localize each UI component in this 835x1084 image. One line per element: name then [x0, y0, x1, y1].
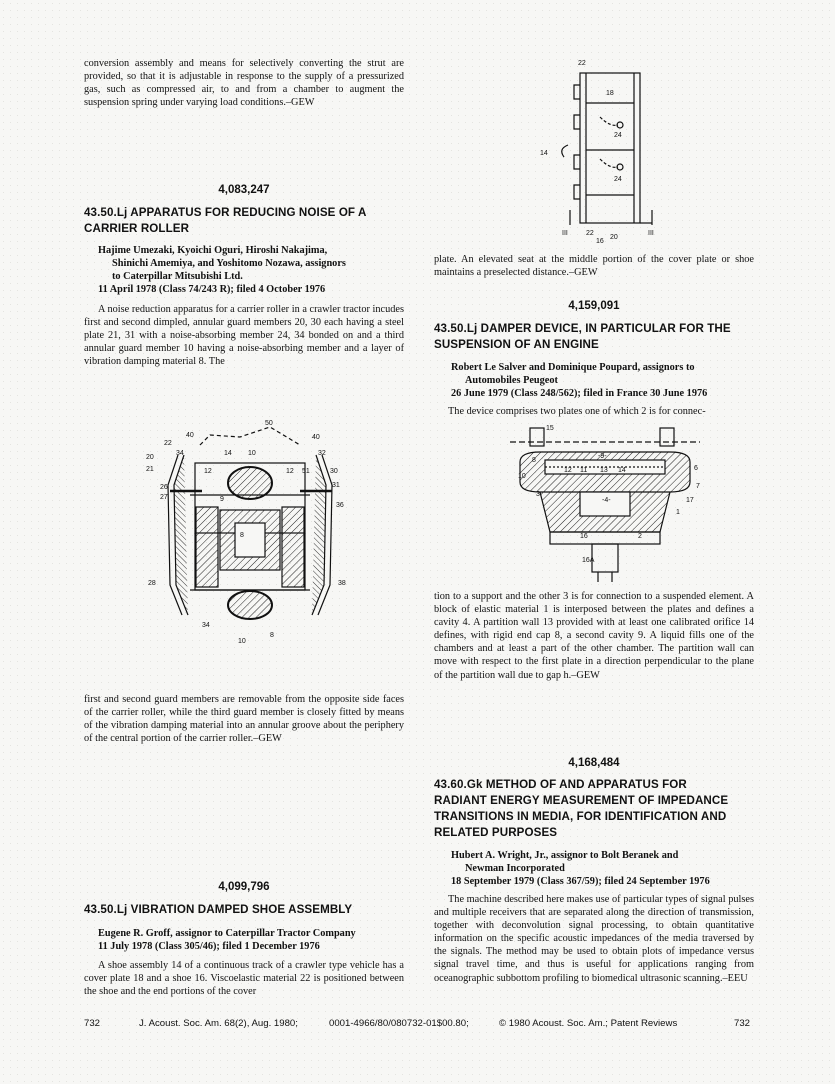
date-line: 26 June 1979 (Class 248/562); filed in France 30 June 1976	[451, 388, 708, 400]
svg-text:21: 21	[146, 466, 154, 473]
patent-title-4168484: 43.60.Gk METHOD OF AND APPARATUS FOR RADIANT ENERGY MEASUREMENT OF IMPEDANCE TRANSITIONS IN MEDIA, FOR IDENTIFICATION AND RELATED PURPOSES	[434, 778, 729, 839]
svg-text:-4-: -4-	[602, 497, 611, 504]
svg-text:14: 14	[618, 467, 626, 474]
abstract-4168484: The machine described here makes use of particular types of signal pulses and multiple receivers that are separated along the direction of transmission, together with deconvolution signal processing, to obtain quantitative information on the specific acoustic impedances of the media traversed by the signals. The method may be used to obtain plots of impedance versus signal travel time, and thus is useful for applications ranging from oceanographic subbottom profiling to biomedical ultrasonic scanning.–EEU	[434, 894, 754, 984]
patent-number-4083247: 4,083,247	[218, 184, 270, 196]
svg-text:30: 30	[330, 468, 338, 475]
svg-text:50: 50	[265, 420, 273, 427]
svg-text:28: 28	[148, 580, 156, 587]
svg-text:40: 40	[186, 432, 194, 439]
svg-text:17: 17	[686, 497, 694, 504]
patent-number-4159091: 4,159,091	[568, 300, 620, 312]
svg-text:36: 36	[336, 502, 344, 509]
abstract-4083247-part1: A noise reduction apparatus for a carrier roller in a crawler tractor incudes first and second dimpled, annular guard members 20, 30 each having a steel plate 21, 31 with a noise-absorbing member 24, 34 bonded on and a third annular guard member 10 having a noise-absorbing member and a layer of vibration damping material 8. The	[84, 304, 404, 368]
svg-text:13: 13	[600, 467, 608, 474]
copyright-notice: © 1980 Acoust. Soc. Am.; Patent Reviews	[499, 1018, 678, 1029]
svg-text:38: 38	[338, 580, 346, 587]
svg-text:24: 24	[614, 176, 622, 183]
svg-text:III: III	[562, 230, 568, 237]
svg-text:6: 6	[694, 465, 698, 472]
svg-text:16: 16	[580, 533, 588, 540]
svg-text:III: III	[648, 230, 654, 237]
svg-text:2: 2	[638, 533, 642, 540]
svg-text:22: 22	[578, 60, 586, 67]
svg-text:12: 12	[564, 467, 572, 474]
svg-text:24: 24	[614, 132, 622, 139]
svg-text:34: 34	[176, 450, 184, 457]
date-line: 18 September 1979 (Class 367/59); filed 24 September 1976	[451, 876, 710, 888]
svg-text:34: 34	[202, 622, 210, 629]
svg-text:8: 8	[532, 457, 536, 464]
svg-text:10: 10	[238, 638, 246, 645]
svg-text:51: 51	[302, 468, 310, 475]
svg-text:12: 12	[204, 468, 212, 475]
patent-number-4099796: 4,099,796	[218, 881, 270, 893]
svg-text:18: 18	[606, 90, 614, 97]
svg-text:12: 12	[286, 468, 294, 475]
damper-device-figure	[500, 422, 710, 587]
svg-text:14: 14	[224, 450, 232, 457]
abstract-4083247-part2: first and second guard members are removable from the opposite side faces of the carrier roller, while the third guard member is closely fitted by means of the vibration damping material into an annular groove about the periphery of the central portion of the carrier roller.–GEW	[84, 694, 404, 745]
patent-meta-4168484: Hubert A. Wright, Jr., assignor to Bolt Beranek and Newman Incorporated 18 September 1979 (Class 367/59); filed 24 September 1976	[451, 850, 710, 888]
patent-title-4083247: 43.50.Lj APPARATUS FOR REDUCING NOISE OF A CARRIER ROLLER	[84, 206, 367, 235]
svg-text:16: 16	[596, 238, 604, 245]
svg-text:32: 32	[318, 450, 326, 457]
patent-meta-4083247: Hajime Umezaki, Kyoichi Oguri, Hiroshi Nakajima, Shinichi Amemiya, and Yoshitomo Nozawa, assignors to Caterpillar Mitsubishi Ltd. 11 April 1978 (Class 74/243 R); filed 4 October 1976	[98, 245, 346, 296]
svg-text:11: 11	[580, 467, 588, 474]
svg-text:27: 27	[160, 494, 168, 501]
shoe-assembly-figure	[540, 55, 680, 245]
abstract-4099796: A shoe assembly 14 of a continuous track of a crawler type vehicle has a cover plate 18 and a shoe 16. Viscoelastic material 22 is positioned between the shoe and the end portions of the cover	[84, 960, 404, 998]
page-number-left: 732	[84, 1018, 101, 1029]
patent-title-4159091: 43.50.Lj DAMPER DEVICE, IN PARTICULAR FOR THE SUSPENSION OF AN ENGINE	[434, 322, 731, 351]
svg-text:22: 22	[586, 230, 594, 237]
svg-text:-9-: -9-	[598, 453, 607, 460]
patent-title-4099796: 43.50.Lj VIBRATION DAMPED SHOE ASSEMBLY	[84, 903, 353, 916]
svg-text:10: 10	[518, 473, 526, 480]
svg-text:31: 31	[332, 482, 340, 489]
svg-text:8: 8	[240, 532, 244, 539]
date-line: 11 July 1978 (Class 305/46); filed 1 December 1976	[98, 941, 320, 953]
abstract-4159091-part1: The device comprises two plates one of which 2 is for connec-	[448, 406, 706, 417]
intro-paragraph: conversion assembly and means for selectively converting the strut are provided, so that it is adjustable in response to the supply of a pressurized gas, such as compressed air, to and from a chamber to augment the suspension spring under varying load conditions.–GEW	[84, 58, 404, 109]
svg-text:26: 26	[160, 484, 168, 491]
svg-text:8: 8	[270, 632, 274, 639]
svg-text:9: 9	[220, 496, 224, 503]
svg-text:16A: 16A	[582, 557, 595, 564]
date-line: 11 April 1978 (Class 74/243 R); filed 4 October 1976	[98, 284, 326, 296]
svg-text:15: 15	[546, 425, 554, 432]
patent-meta-4099796	[98, 927, 356, 953]
svg-text:20: 20	[610, 234, 618, 241]
authors: Hubert A. Wright, Jr., assignor to Bolt Beranek and	[451, 850, 679, 861]
abstract-4159091-part2: tion to a support and the other 3 is for connection to a suspended element. A block of elastic material 1 is interposed between the plates and defines a cavity 4. A partition wall 13 provided with at least one calibrated orifice 14 defines, with rigid end cap 8, a second cavity 9. A liquid fills one of the chambers and at least a part of the other chamber. The partition wall can move with respect to the first plate in a direction perpendicular to the plane of the partition wall due to gap h.–GEW	[434, 591, 754, 681]
issn-code: 0001-4966/80/080732-01$00.80;	[329, 1018, 469, 1029]
page-number-right: 732	[734, 1018, 751, 1029]
svg-text:7: 7	[696, 483, 700, 490]
authors: Robert Le Salver and Dominique Poupard, assignors to	[451, 362, 695, 373]
svg-text:14: 14	[540, 150, 548, 157]
svg-text:22: 22	[164, 440, 172, 447]
carrier-roller-figure	[140, 415, 360, 650]
authors: Eugene R. Groff, assignor to Caterpillar Tractor Company	[98, 928, 356, 939]
authors: Hajime Umezaki, Kyoichi Oguri, Hiroshi Nakajima,	[98, 245, 328, 256]
svg-text:10: 10	[248, 450, 256, 457]
patent-meta-4159091: Robert Le Salver and Dominique Poupard, assignors to Automobiles Peugeot 26 June 1979 (Class 248/562); filed in France 30 June 1976	[451, 362, 708, 400]
patent-number-4168484: 4,168,484	[568, 757, 620, 769]
svg-text:40: 40	[312, 434, 320, 441]
intro-text-block	[84, 57, 404, 109]
abstract-4099796-continued: plate. An elevated seat at the middle portion of the cover plate or shoe maintains a preselected distance.–GEW	[434, 254, 754, 279]
journal-citation: J. Acoust. Soc. Am. 68(2), Aug. 1980;	[139, 1018, 298, 1029]
svg-text:20: 20	[146, 454, 154, 461]
svg-text:3: 3	[536, 491, 540, 498]
svg-text:1: 1	[676, 509, 680, 516]
